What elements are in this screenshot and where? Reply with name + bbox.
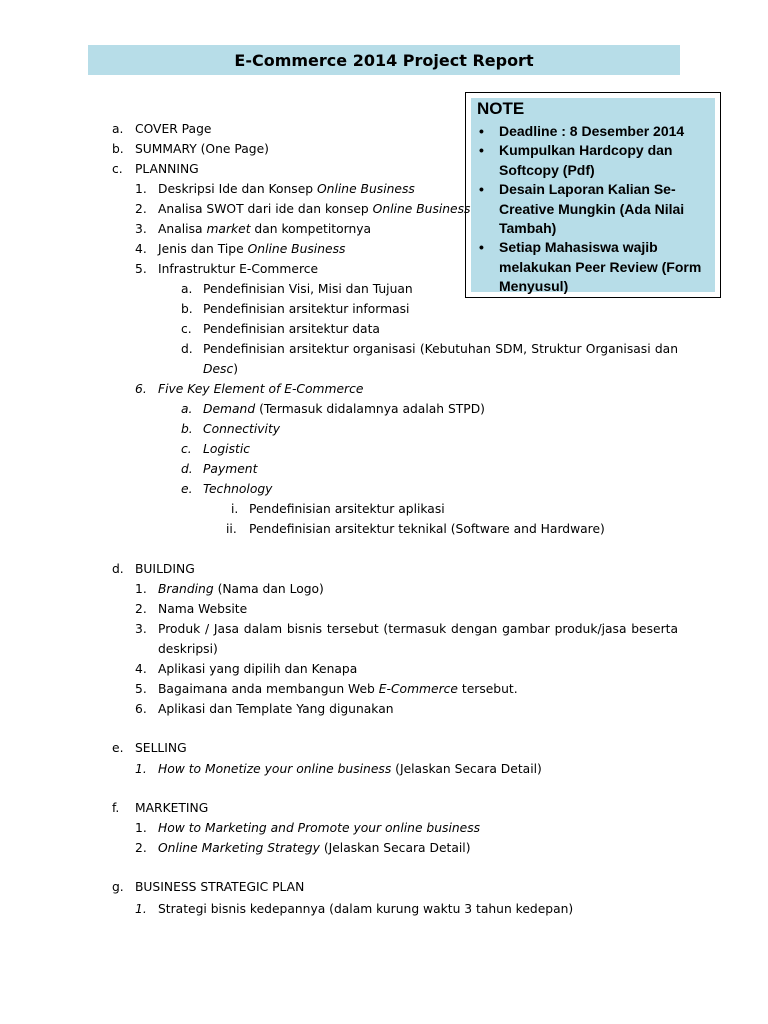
note-list <box>471 122 715 297</box>
note-item: • Desain Laporan Kalian Se-Creative Mungkin (Ada Nilai Tambah) <box>479 181 685 237</box>
bullet-icon: • <box>479 142 484 159</box>
bullet-icon: • <box>479 181 484 198</box>
infra-item: d. Pendefinisian arsitektur organisasi (Kebutuhan SDM, Struktur Organisasi dan <box>181 342 678 356</box>
infra-item-continuation: Desc) <box>203 362 239 376</box>
note-box <box>465 92 721 298</box>
note-item: • Kumpulkan Hardcopy dan Softcopy (Pdf) <box>479 142 673 178</box>
note-heading: NOTE <box>477 99 525 118</box>
note-item: • Deadline : 8 Desember 2014 <box>471 122 715 141</box>
report-title: E-Commerce 2014 Project Report <box>234 50 534 70</box>
note-item: • Setiap Mahasiswa wajib melakukan Peer Review (Form Menyusul) <box>479 239 702 295</box>
report-title-bar <box>88 45 680 75</box>
bullet-icon: • <box>479 239 484 256</box>
building-item: 3. Produk / Jasa dalam bisnis tersebut (termasuk dengan gambar produk/jasa beserta <box>135 622 678 636</box>
note-panel <box>471 98 715 295</box>
building-item-continuation: deskripsi) <box>158 642 218 656</box>
bullet-icon: • <box>479 123 484 139</box>
